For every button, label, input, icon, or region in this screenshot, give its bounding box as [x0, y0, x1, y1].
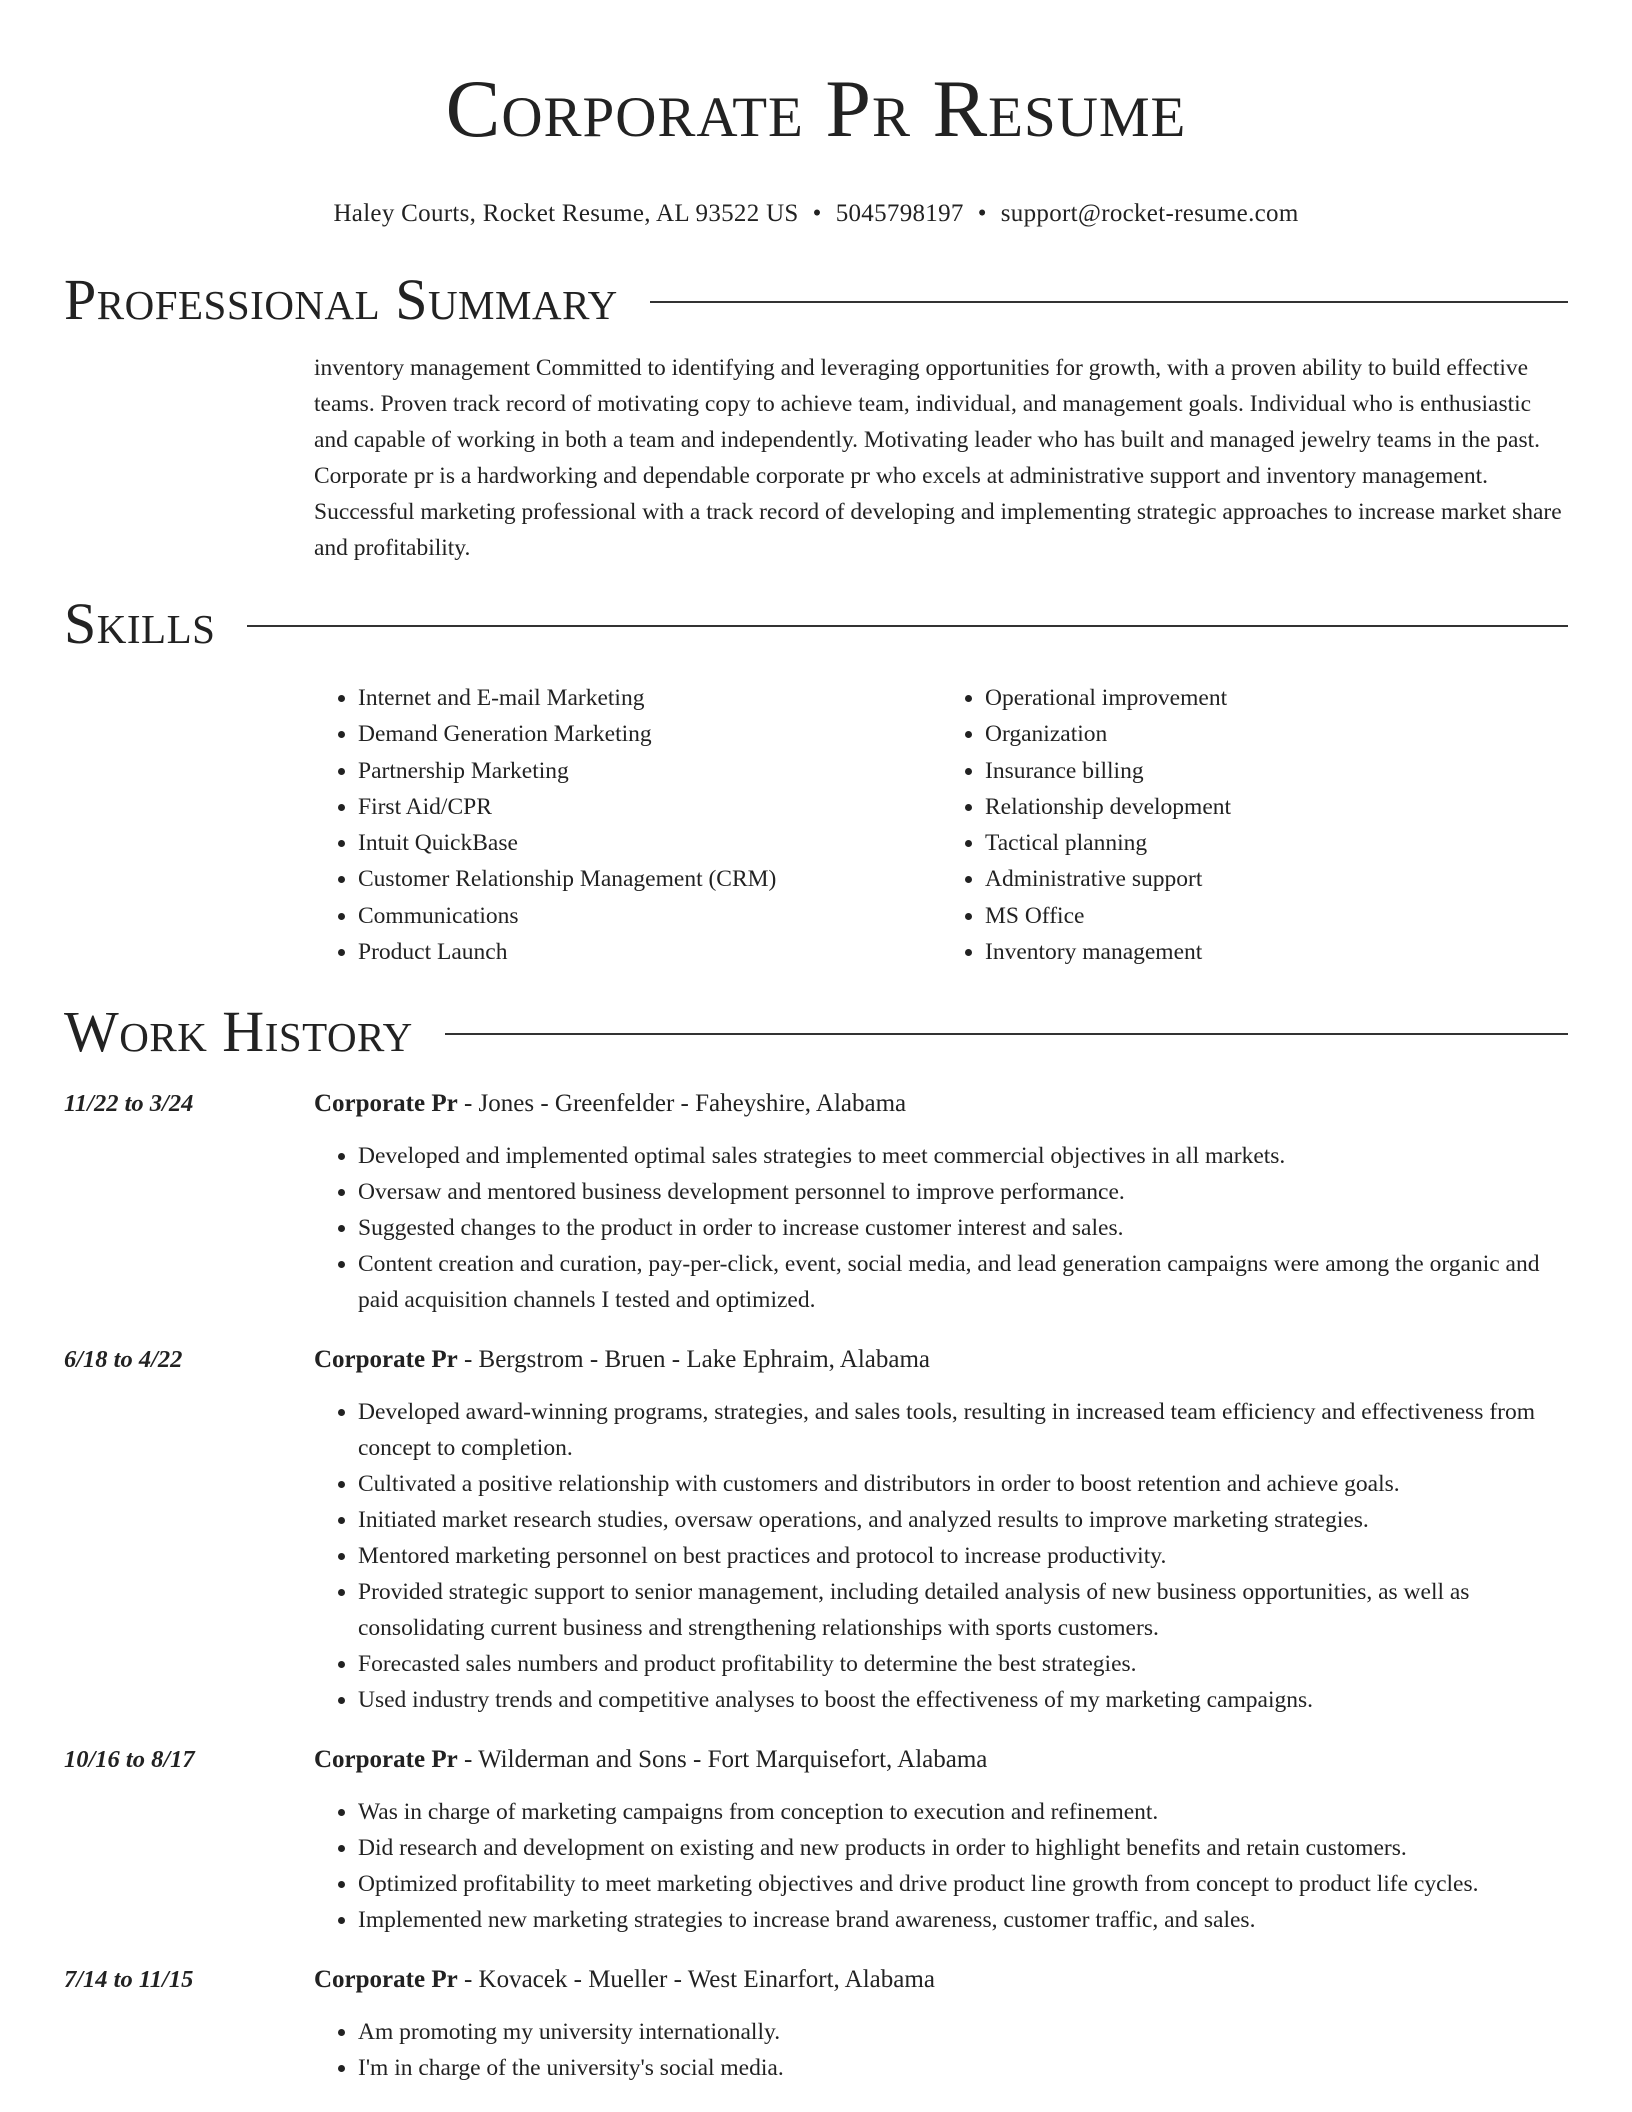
skill-item: • Organization — [985, 716, 1568, 752]
job-dates: 7/14 to 11/15 — [64, 1966, 194, 1994]
job-bullet: • Used industry trends and competitive analyses to boost the effectiveness of my marketing campaigns. — [358, 1682, 1568, 1718]
job-bullet: • Forecasted sales numbers and product profitability to determine the best strategies. — [358, 1646, 1568, 1682]
work-heading: Work History — [64, 999, 413, 1065]
job-title-line — [314, 1962, 1568, 1998]
contact-separator: • — [812, 200, 822, 227]
job-bullets — [314, 1394, 1568, 1718]
job-bullet: • Optimized profitability to meet marketing objectives and drive product line growth from concept to product life cycles. — [358, 1866, 1568, 1902]
job-entry — [64, 1342, 1568, 1718]
skill-item: • Relationship development — [985, 789, 1568, 825]
skill-item: • First Aid/CPR — [358, 789, 941, 825]
skill-item: • Internet and E-mail Marketing — [358, 680, 941, 716]
job-bullet: • Provided strategic support to senior management, including detailed analysis of new business opportunities, as well as consolidating current business and strengthening relationships with sports customers. — [358, 1574, 1568, 1646]
work-section-header — [64, 1000, 1568, 1064]
work-history-list — [64, 1086, 1568, 2086]
skills-column-left — [314, 680, 941, 970]
skills-column-right — [941, 680, 1568, 970]
job-title: Corporate Pr — [314, 1346, 458, 1374]
job-entry — [64, 1742, 1568, 1938]
contact-line — [64, 198, 1568, 230]
resume-title: Corporate Pr Resume — [445, 63, 1187, 154]
job-title: Corporate Pr — [314, 1090, 458, 1118]
job-dates: 11/22 to 3/24 — [64, 1090, 194, 1118]
skill-item: • Communications — [358, 898, 941, 934]
summary-section-header — [64, 268, 1568, 332]
job-title-line — [314, 1086, 1568, 1122]
job-dates: 10/16 to 8/17 — [64, 1746, 195, 1774]
job-bullet: • Implemented new marketing strategies to increase brand awareness, customer traffic, and sales. — [358, 1902, 1568, 1938]
job-bullet: • Developed and implemented optimal sales strategies to meet commercial objectives in all markets. — [358, 1138, 1568, 1174]
job-bullet: • I'm in charge of the university's social media. — [358, 2050, 1568, 2086]
job-title-line — [314, 1742, 1568, 1778]
job-title-line — [314, 1342, 1568, 1378]
skill-item: • Product Launch — [358, 934, 941, 970]
section-divider — [247, 625, 1568, 627]
skill-item: • Partnership Marketing — [358, 753, 941, 789]
section-divider — [445, 1033, 1568, 1035]
skills-heading: Skills — [64, 591, 216, 656]
skill-item: • Tactical planning — [985, 825, 1568, 861]
job-dates: 6/18 to 4/22 — [64, 1346, 183, 1374]
skill-item: • Inventory management — [985, 934, 1568, 970]
job-entry — [64, 1962, 1568, 2086]
skill-item: • Insurance billing — [985, 753, 1568, 789]
skill-item: • Administrative support — [985, 861, 1568, 897]
summary-heading: Professional Summary — [64, 267, 618, 332]
job-employer: - Wilderman and Sons - Fort Marquisefort, Alabama — [457, 1746, 988, 1774]
phone: 5045798197 — [835, 200, 964, 227]
job-bullet: • Was in charge of marketing campaigns from conception to execution and refinement. — [358, 1794, 1568, 1830]
skill-item: • MS Office — [985, 898, 1568, 934]
job-bullet: • Did research and development on existing and new products in order to highlight benefits and retain customers. — [358, 1830, 1568, 1866]
job-bullet: • Initiated market research studies, oversaw operations, and analyzed results to improve marketing strategies. — [358, 1502, 1568, 1538]
contact-separator: • — [977, 200, 987, 227]
skill-item: • Operational improvement — [985, 680, 1568, 716]
job-bullet: • Am promoting my university internationally. — [358, 2014, 1568, 2050]
job-bullets — [314, 1794, 1568, 1938]
job-title: Corporate Pr — [314, 1966, 458, 1994]
skill-item: • Customer Relationship Management (CRM) — [358, 861, 941, 897]
job-bullet: • Developed award-winning programs, strategies, and sales tools, resulting in increased team efficiency and effectiveness from concept to completion. — [358, 1394, 1568, 1466]
job-employer: - Bergstrom - Bruen - Lake Ephraim, Alabama — [457, 1346, 931, 1374]
skill-item: • Intuit QuickBase — [358, 825, 941, 861]
job-employer: - Jones - Greenfelder - Faheyshire, Alabama — [457, 1090, 907, 1118]
skills-section-header — [64, 592, 1568, 656]
job-bullets — [314, 1138, 1568, 1318]
job-bullet: • Mentored marketing personnel on best practices and protocol to increase productivity. — [358, 1538, 1568, 1574]
skills-list — [314, 680, 1568, 970]
job-entry — [64, 1086, 1568, 1318]
email-link[interactable]: support@rocket-resume.com — [1000, 200, 1299, 227]
job-bullet: • Oversaw and mentored business development personnel to improve performance. — [358, 1174, 1568, 1210]
job-title: Corporate Pr — [314, 1746, 458, 1774]
job-bullet: • Cultivated a positive relationship with customers and distributors in order to boost retention and achieve goals. — [358, 1466, 1568, 1502]
summary-text: inventory management Committed to identifying and leveraging opportunities for growth, with a proven ability to build effective teams. Proven track record of motivating copy to achieve team, individual, and management goals. Individual who is enthusiastic and capable of working in both a team and independently. Motivating leader who has built and managed jewelry teams in the past. Corporate pr is a hardworking and dependable corporate pr who excels at administrative support and inventory management. Successful marketing professional with a track record of developing and implementing strategic approaches to increase market share and profitability. — [314, 355, 1562, 561]
job-bullets — [314, 2014, 1568, 2086]
skill-item: • Demand Generation Marketing — [358, 716, 941, 752]
address: Haley Courts, Rocket Resume, AL 93522 US — [333, 200, 799, 227]
job-bullet: • Suggested changes to the product in order to increase customer interest and sales. — [358, 1210, 1568, 1246]
job-employer: - Kovacek - Mueller - West Einarfort, Alabama — [457, 1966, 935, 1994]
job-bullet: • Content creation and curation, pay-per-click, event, social media, and lead generation campaigns were among the organic and paid acquisition channels I tested and optimized. — [358, 1246, 1568, 1318]
section-divider — [650, 301, 1568, 303]
